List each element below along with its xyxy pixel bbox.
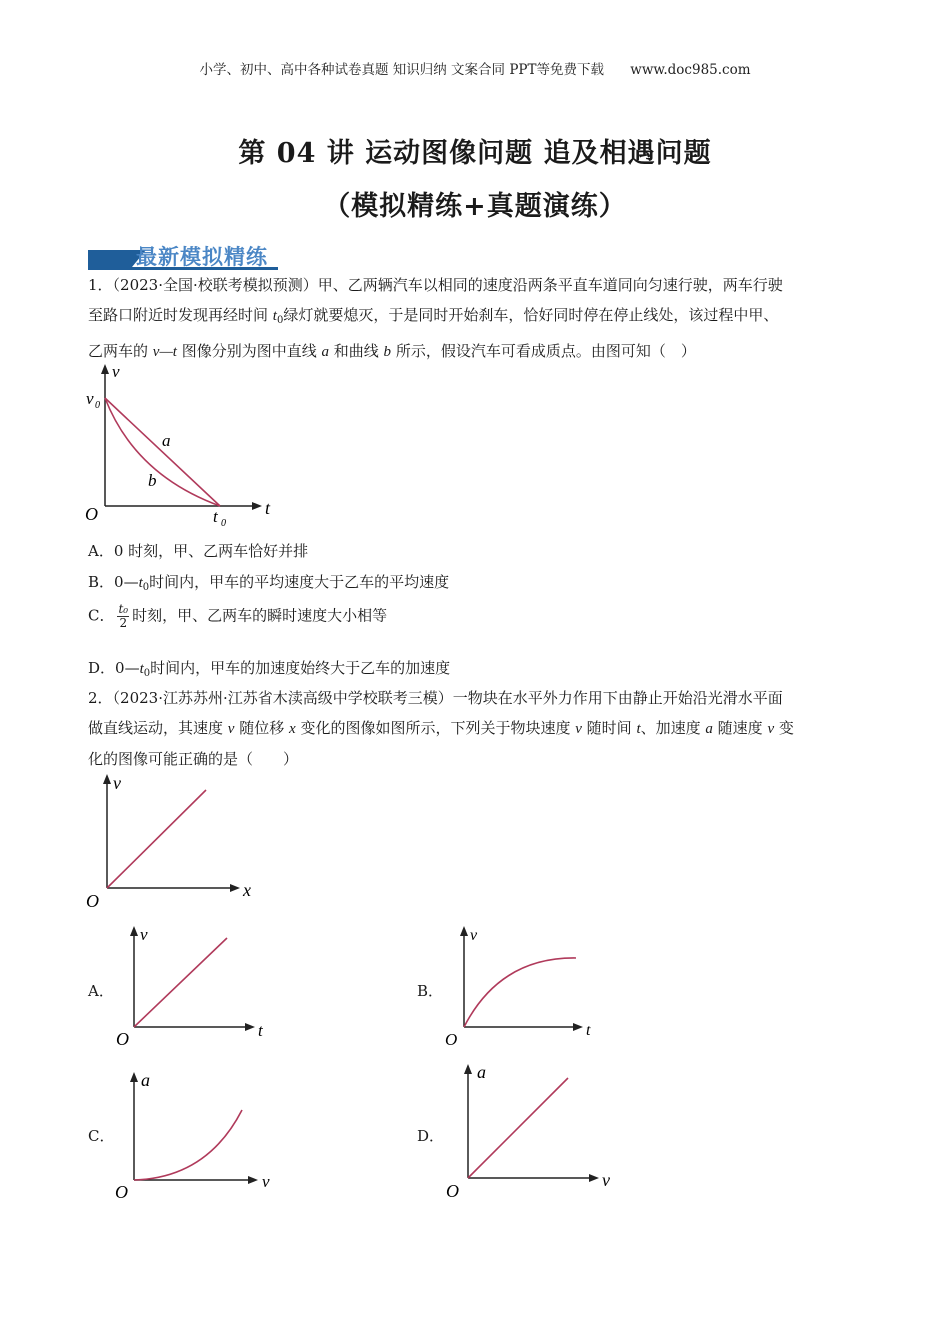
q2-var-t: t [636,721,641,737]
q2-source: （2023·江苏苏州·江苏省木渎高级中学校联考三模） [112,689,453,707]
q1-label-b: b [148,471,157,490]
q1-optB-pre: B．0— [88,573,139,591]
optD-origin: O [446,1181,459,1201]
optA-x-label: t [258,1021,263,1040]
q1-optD-post: 时间内，甲车的加速度始终大于乙车的加速度 [150,659,451,677]
q1-t0: t [272,308,277,324]
q1-optC-fraction [117,603,129,630]
q1-optB-post: 时间内，甲车的平均速度大于乙车的平均速度 [149,573,450,591]
q2-option-d-label[interactable]: D． [417,1127,445,1145]
q1-line-a [105,398,220,506]
q2-main-y-label: v [113,773,121,793]
q1-line2 [88,300,863,336]
optD-y-label: a [477,1062,486,1082]
q1-v0-label: v [86,389,94,408]
q1-text-d1: 乙两车的 [88,342,153,360]
q1-vt: v—t [152,344,177,360]
q2-option-b-label[interactable]: B． [417,982,444,1000]
q1-option-b[interactable] [88,571,449,593]
q1-t0-sub: 0 [276,315,284,326]
q1-optD-pre: D．0— [88,659,140,677]
optB-x-arrow [573,1023,583,1031]
q2-main-x-label: x [243,880,251,900]
optA-y-arrow [130,926,138,936]
q2-main-graph [80,770,270,915]
q1-vt-graph [80,360,290,535]
q1-source: （2023·全国·校联考模拟预测） [112,276,318,294]
optB-curve [464,958,576,1027]
q1-optC-num: t₀ [118,602,129,616]
optB-origin: O [445,1030,458,1049]
q1-optC-pre: C． [88,606,115,625]
q1-optB-t: t [138,575,143,591]
q2-main-line [107,790,206,888]
optC-origin: O [115,1182,128,1202]
q1-text-c: 绿灯就要熄灭，于是同时开始刹车，恰好同时停在停止线处，该过程中甲、 [283,306,779,324]
q1-text-d2: 图像分别为图中直线 [176,342,322,360]
q1-t0-axis-sub: 0 [221,518,226,529]
q1-text-b: 至路口附近时发现再经时间 [88,306,273,324]
optD-line [468,1078,568,1178]
section-label: 最新模拟精练 [136,245,268,269]
q1-option-c[interactable] [88,603,387,630]
q2-main-x-arrow [230,884,240,892]
optA-origin: O [116,1029,129,1049]
optB-x-label: t [586,1022,591,1039]
q1-optC-post: 时刻，甲、乙两车的瞬时速度大小相等 [132,606,388,625]
section-banner [88,240,288,270]
q2-option-a-label[interactable]: A． [88,982,114,1000]
q1-stem [88,270,863,367]
q1-optB-sub: 0 [142,582,150,593]
optA-y-label: v [140,925,148,944]
q2-line2 [88,713,863,744]
q2-option-a-graph[interactable] [112,922,282,1052]
q2-t2f: 随速度 [712,719,768,737]
q1-y-label: v [112,362,120,381]
page-header [0,58,950,78]
q1-option-a[interactable]: A．0 时刻，甲、乙两车恰好并排 [88,542,309,560]
optB-y-label: v [470,927,478,944]
q2-line3: 化的图像可能正确的是（ ） [88,750,299,768]
q1-var-b: b [383,344,392,360]
q1-x-arrow [252,502,262,510]
optD-x-label: v [602,1170,610,1190]
optC-x-label: v [262,1172,270,1191]
q1-text-a: 甲、乙两辆汽车以相同的速度沿两条平直车道同向匀速行驶，两车行驶 [317,276,783,294]
optC-curve [134,1110,242,1180]
q2-option-d-graph[interactable] [442,1060,627,1205]
optC-x-arrow [248,1176,258,1184]
optD-x-arrow [589,1174,599,1182]
optA-x-arrow [245,1023,255,1031]
q2-t2c: 变化的图像如图所示，下列关于物块速度 [295,719,576,737]
q2-option-b-graph[interactable] [440,922,610,1052]
q1-text-d3: 和曲线 [329,342,384,360]
q2-t2e: 、加速度 [640,719,706,737]
q1-line1 [88,270,863,300]
optA-line [134,938,227,1027]
q2-option-c-graph[interactable] [112,1068,282,1203]
q1-text-d4: 所示，假设汽车可看成质点。由图可知（ ） [391,342,696,360]
header-url[interactable]: www.doc985.com [630,62,751,78]
q2-t2b: 随位移 [234,719,289,737]
q2-var-v1: v [227,721,235,737]
q1-optC-den: 2 [119,616,128,630]
q1-y-arrow [101,364,109,374]
q1-optD-sub: 0 [143,668,151,679]
q1-var-a: a [321,344,329,360]
q2-stem [88,683,863,774]
q1-number: 1． [88,276,113,294]
optB-y-arrow [460,926,468,936]
q2-var-v3: v [767,721,775,737]
header-text: 小学、初中、高中各种试卷真题 知识归纳 文案合同 PPT等免费下载 [199,62,604,78]
q2-t2d: 随时间 [581,719,637,737]
q2-line1 [88,683,863,713]
page-title: 第 04 讲 运动图像问题 追及相遇问题 [238,138,712,169]
q2-main-y-arrow [103,774,111,784]
q2-number: 2． [88,689,113,707]
q1-origin: O [85,504,98,524]
q1-t0-axis-label: t [213,507,218,526]
page-subtitle: （模拟精练+真题演练） [323,191,627,222]
q1-v0-sub: 0 [95,400,100,411]
optC-y-label: a [141,1070,150,1090]
q2-text-1: 一物块在水平外力作用下由静止开始沿光滑水平面 [452,689,783,707]
optD-y-arrow [464,1064,472,1074]
q2-var-v2: v [575,721,582,737]
banner-bar [88,250,132,267]
q2-var-a: a [705,721,713,737]
q1-x-label: t [265,498,271,518]
q2-var-x: x [289,721,296,737]
q2-main-origin: O [86,891,99,911]
optC-y-arrow [130,1072,138,1082]
q2-t2g: 变 [774,719,794,737]
q1-label-a: a [162,431,171,450]
q2-t2a: 做直线运动，其速度 [88,719,228,737]
q1-optD-t: t [139,661,144,677]
q1-option-d[interactable] [88,657,450,679]
q2-option-c-label[interactable]: C． [88,1127,115,1145]
